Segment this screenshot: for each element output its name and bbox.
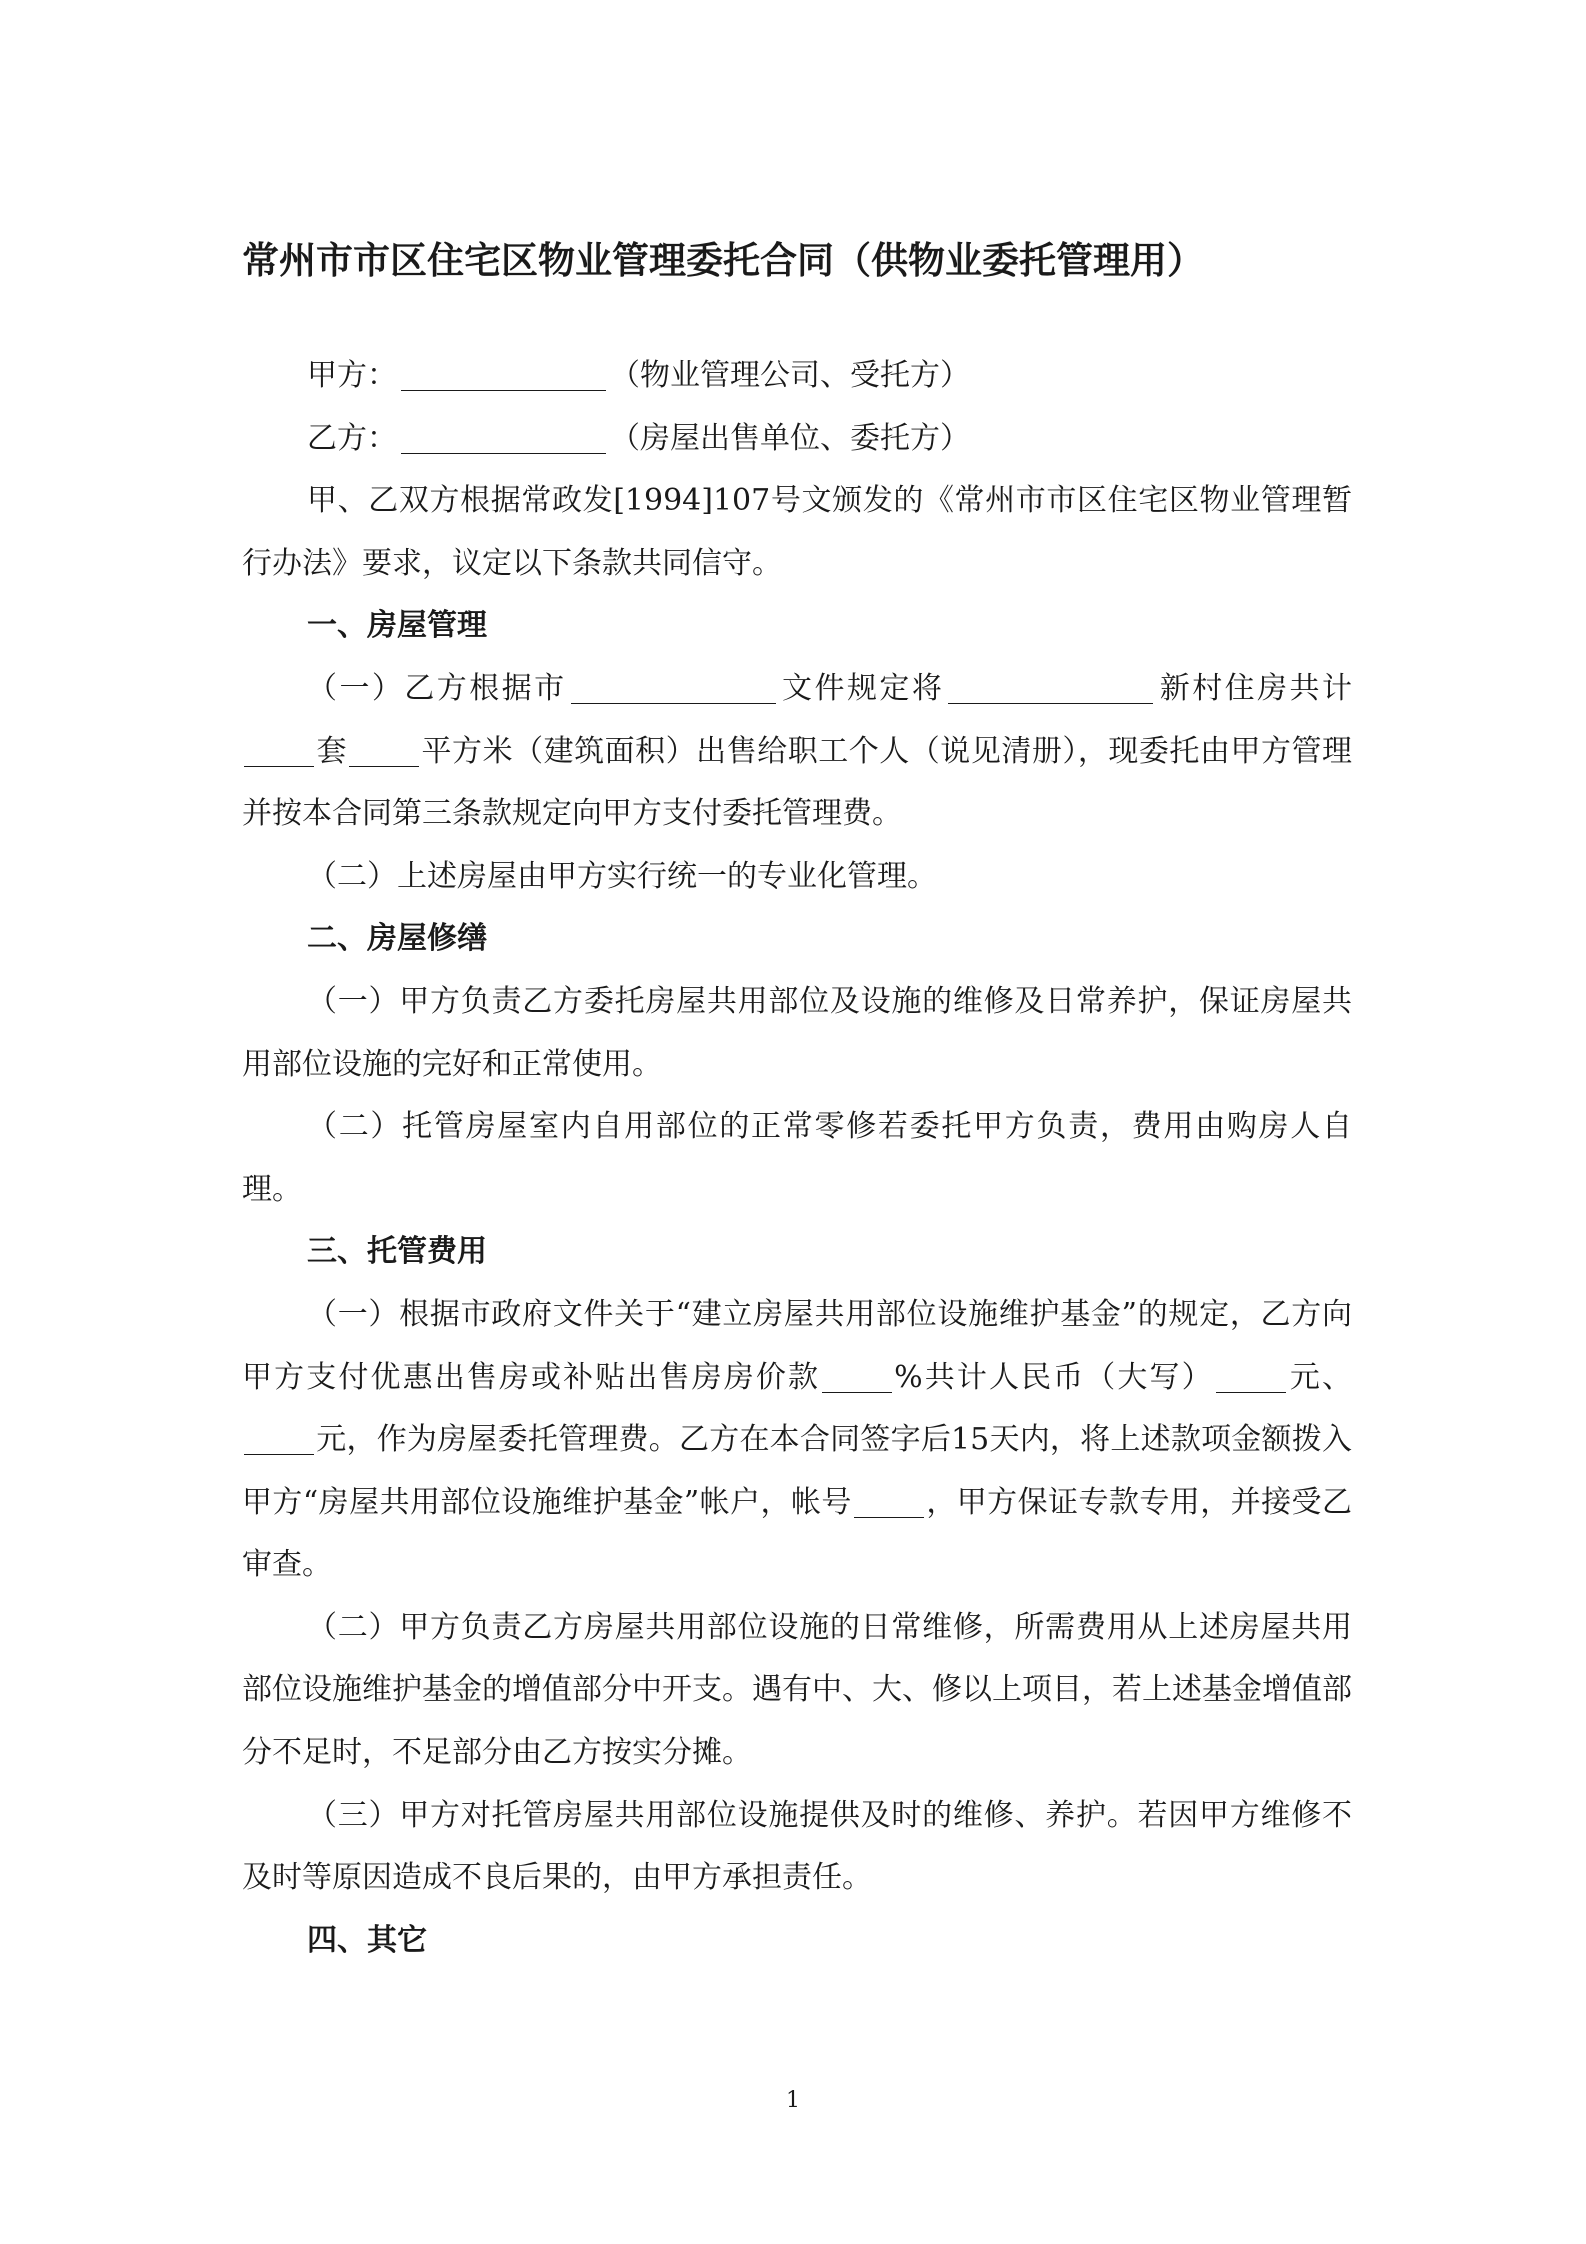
section-2-item-1: （一）甲方负责乙方委托房屋共用部位及设施的维修及日常养护，保证房屋共用部位设施的完好和正常使用。 xyxy=(242,983,1352,1082)
text-run: 文件规定将 xyxy=(779,670,945,706)
section-1-item-2: （二）上述房屋由甲方实行统一的专业化管理。 xyxy=(307,858,937,894)
blank-city-document xyxy=(571,671,776,704)
section-3-item-1 xyxy=(242,1284,1352,1597)
text-run: ，甲方保证专款专用，并接受乙审查。 xyxy=(242,1484,1352,1583)
blank-percent xyxy=(822,1360,892,1393)
party-a-blank xyxy=(401,359,606,392)
text-run: 元、 xyxy=(1287,1359,1352,1395)
text-run: 套 xyxy=(316,733,348,769)
text-run: （一）乙方根据市 xyxy=(307,670,567,706)
party-b-label: 乙方： xyxy=(307,420,397,456)
blank-amount-words xyxy=(1216,1360,1286,1393)
blank-area xyxy=(349,734,419,767)
section-2-item-2: （二）托管房屋室内自用部位的正常零修若委托甲方负责，费用由购房人自理。 xyxy=(242,1109,1352,1207)
party-b-line xyxy=(242,408,1352,471)
party-b-blank xyxy=(401,421,606,454)
party-b-note: （房屋出售单位、委托方） xyxy=(610,420,970,456)
blank-unit-count xyxy=(244,734,314,767)
party-a-note: （物业管理公司、受托方） xyxy=(610,358,970,393)
text-run: %共计人民币（大写） xyxy=(894,1359,1214,1395)
blank-account-number xyxy=(854,1485,924,1518)
text-run: 元，作为房屋委托管理费。乙方在本合同签字后15天内，将上述款项金额拨入甲方“房屋共用部位设施维护基金”帐户，帐号 xyxy=(242,1422,1352,1520)
party-a-line xyxy=(242,345,1352,408)
section-1-item-1 xyxy=(242,658,1352,846)
text-run: 新村住房共计 xyxy=(1157,670,1353,706)
document-title: 常州市市区住宅区物业管理委托合同（供物业委托管理用） xyxy=(242,239,1204,282)
document-body xyxy=(242,345,1352,1972)
section-4-heading: 四、其它 xyxy=(307,1922,427,1958)
section-3-heading: 三、托管费用 xyxy=(307,1234,487,1270)
party-a-label: 甲方： xyxy=(307,358,397,393)
section-1-heading: 一、房屋管理 xyxy=(307,608,487,644)
page-number: 1 xyxy=(786,2088,800,2113)
text-run: 平方米（建筑面积）出售给职工个人（说见清册），现委托由甲方管理并按本合同第三条款规定向甲方支付委托管理费。 xyxy=(242,733,1352,832)
section-2-heading: 二、房屋修缮 xyxy=(307,921,487,957)
section-3-item-2: （二）甲方负责乙方房屋共用部位设施的日常维修，所需费用从上述房屋共用部位设施维护基金的增值部分中开支。遇有中、大、修以上项目，若上述基金增值部分不足时，不足部分由乙方按实分摊。 xyxy=(242,1609,1352,1771)
blank-amount xyxy=(244,1423,314,1456)
section-3-item-3: （三）甲方对托管房屋共用部位设施提供及时的维修、养护。若因甲方维修不及时等原因造成不良后果的，由甲方承担责任。 xyxy=(242,1797,1352,1896)
text-run: （一）根据市政府文件关于“建立房屋共用部位设施维护基金”的规定，乙方向甲方支付优惠出售房或补贴出售房房价款 xyxy=(242,1296,1352,1395)
preamble: 甲、乙双方根据常政发[1994]107号文颁发的《常州市市区住宅区物业管理暂行办法》要求，议定以下条款共同信守。 xyxy=(242,483,1353,581)
blank-village-name xyxy=(948,671,1153,704)
